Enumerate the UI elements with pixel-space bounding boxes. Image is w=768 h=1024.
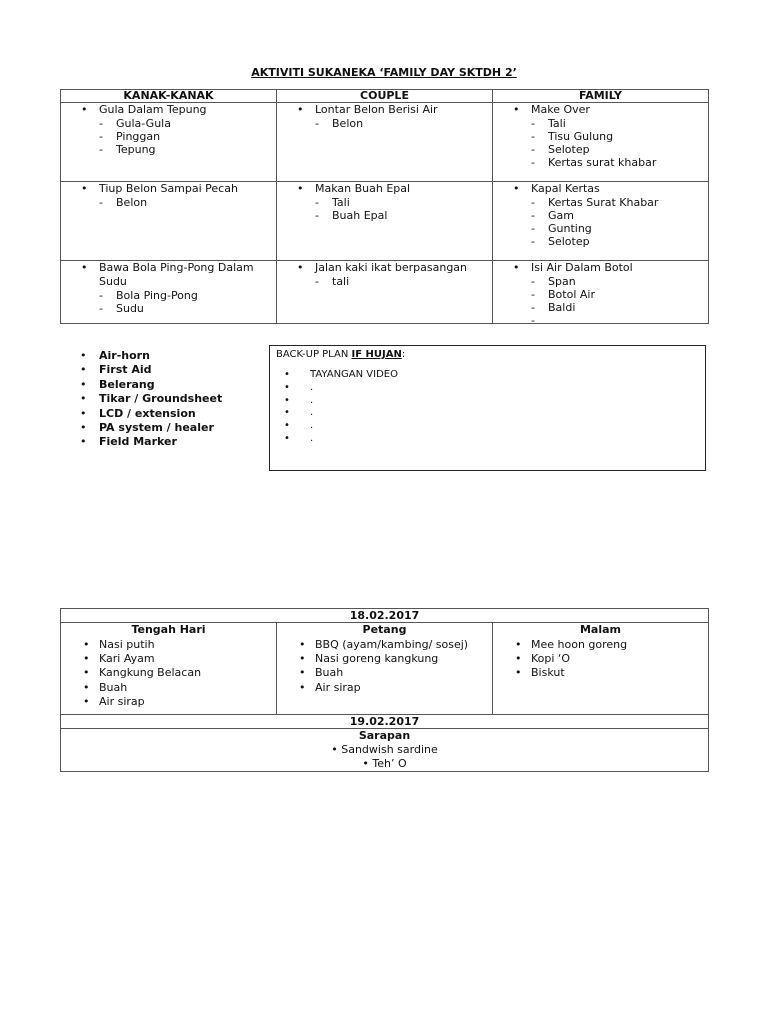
meal-cell: [277, 636, 493, 715]
activity-cell: [277, 182, 493, 261]
activity-name: • Gula Dalam Tepung: [81, 103, 276, 117]
meal-item: • Air sirap: [83, 695, 276, 709]
meal-item: • Nasi goreng kangkung: [299, 652, 492, 666]
equipment-item: • Tikar / Groundsheet: [80, 392, 222, 406]
backup-plan-colon: :: [401, 349, 406, 360]
activity-name: • Isi Air Dalam Botol: [513, 261, 708, 275]
activity-item: - Pinggan: [99, 130, 276, 143]
activity-name: • Tiup Belon Sampai Pecah: [81, 182, 276, 196]
meal-item: • Air sirap: [299, 681, 492, 695]
activity-row: [61, 103, 709, 182]
activities-header-row: [61, 90, 709, 103]
activity-name: • Kapal Kertas: [513, 182, 708, 196]
meal-date: 19.02.2017: [61, 715, 709, 729]
meal-date-row: [61, 609, 709, 623]
equipment-item: • First Aid: [80, 363, 222, 377]
meal-label-sarapan: Sarapan: [358, 729, 411, 742]
meal-item: • Sandwish sardine: [61, 743, 708, 757]
activity-cell: [493, 261, 709, 324]
backup-plan-item: • .: [284, 433, 398, 446]
backup-plan-heading: [276, 349, 405, 360]
backup-plan-label: BACK-UP PLAN: [276, 349, 352, 360]
meal-date-row: [61, 715, 709, 729]
equipment-item: • Belerang: [80, 378, 222, 392]
column-header-couple: COUPLE: [277, 90, 493, 103]
activity-cell: [493, 103, 709, 182]
activity-item: - Baldi: [531, 301, 708, 314]
activity-row: [61, 182, 709, 261]
meal-label-tengah-hari: Tengah Hari: [61, 623, 277, 637]
breakfast-row: [61, 729, 709, 772]
activity-item: - Buah Epal: [315, 209, 492, 222]
meal-item: • Kopi ‘O: [515, 652, 708, 666]
meal-item: • Buah: [83, 681, 276, 695]
activity-item: - Gam: [531, 209, 708, 222]
column-header-family: FAMILY: [493, 90, 709, 103]
activities-table: [60, 89, 709, 324]
activity-name: • Bawa Bola Ping-Pong Dalam Sudu: [81, 261, 276, 289]
backup-plan-box: [269, 345, 706, 471]
activity-item: - Selotep: [531, 235, 708, 248]
activity-item: - Bola Ping-Pong: [99, 289, 276, 302]
meal-item: • Mee hoon goreng: [515, 638, 708, 652]
activity-cell: [277, 261, 493, 324]
activity-item: - Gunting: [531, 222, 708, 235]
activity-item: - Belon: [315, 117, 492, 130]
activity-item: - Tali: [315, 196, 492, 209]
activity-name: • Makan Buah Epal: [297, 182, 492, 196]
backup-plan-list: [284, 369, 398, 446]
activity-cell: [61, 103, 277, 182]
backup-plan-condition: IF HUJAN: [351, 349, 402, 360]
meal-item: • BBQ (ayam/kambing/ sosej): [299, 638, 492, 652]
activity-name: • Make Over: [513, 103, 708, 117]
activity-item: - tali: [315, 275, 492, 288]
equipment-item: • Field Marker: [80, 435, 222, 449]
breakfast-cell: [61, 729, 709, 772]
meals-table: [60, 608, 709, 772]
meal-cell: [493, 636, 709, 715]
equipment-item: • Air-horn: [80, 349, 222, 363]
backup-plan-item: • .: [284, 420, 398, 433]
activity-item: - Tali: [531, 117, 708, 130]
column-header-kanak-kanak: KANAK-KANAK: [61, 90, 277, 103]
activity-item: - Tisu Gulung: [531, 130, 708, 143]
activity-item: - Kertas surat khabar: [531, 156, 708, 169]
activity-item: - Belon: [99, 196, 276, 209]
activity-item: - Botol Air: [531, 288, 708, 301]
activity-cell: [277, 103, 493, 182]
activity-row: [61, 261, 709, 324]
backup-plan-item: • .: [284, 407, 398, 420]
activity-item: - Selotep: [531, 143, 708, 156]
activity-item: - Gula-Gula: [99, 117, 276, 130]
meal-label-row: [61, 623, 709, 637]
meal-item: • Teh’ O: [61, 757, 708, 771]
document-title: AKTIVITI SUKANEKA ‘FAMILY DAY SKTDH 2’: [251, 66, 517, 79]
meal-item: • Kari Ayam: [83, 652, 276, 666]
meal-cell: [61, 636, 277, 715]
activity-item: - Tepung: [99, 143, 276, 156]
activity-item: - Kertas Surat Khabar: [531, 196, 708, 209]
activity-item: - Sudu: [99, 302, 276, 315]
activity-item: - Span: [531, 275, 708, 288]
backup-plan-item: • .: [284, 395, 398, 408]
meal-item: • Buah: [299, 666, 492, 680]
meal-label-petang: Petang: [277, 623, 493, 637]
meal-date: 18.02.2017: [61, 609, 709, 623]
meal-item: • Kangkung Belacan: [83, 666, 276, 680]
meal-items-row: [61, 636, 709, 715]
backup-plan-item: • .: [284, 382, 398, 395]
activity-name: • Lontar Belon Berisi Air: [297, 103, 492, 117]
equipment-list: [80, 349, 222, 450]
activity-cell: [61, 182, 277, 261]
equipment-item: • PA system / healer: [80, 421, 222, 435]
meal-label-malam: Malam: [493, 623, 709, 637]
meal-item: • Biskut: [515, 666, 708, 680]
equipment-item: • LCD / extension: [80, 407, 222, 421]
activity-cell: [61, 261, 277, 324]
activity-cell: [493, 182, 709, 261]
activity-name: • Jalan kaki ikat berpasangan: [297, 261, 492, 275]
backup-plan-item: • TAYANGAN VIDEO: [284, 369, 398, 382]
meal-item: • Nasi putih: [83, 638, 276, 652]
